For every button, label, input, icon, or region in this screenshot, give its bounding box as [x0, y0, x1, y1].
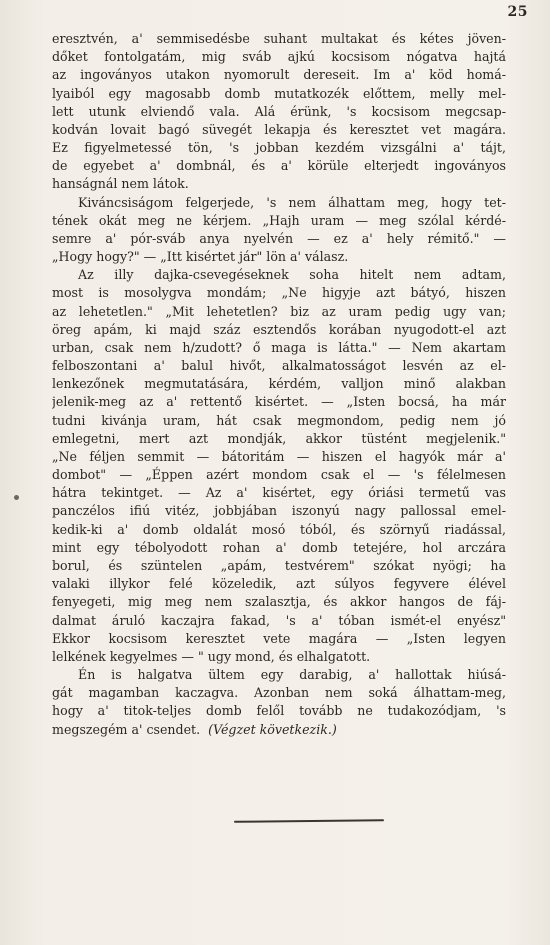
text-line: Ekkor kocsisom keresztet vete magára — „Isten legyen	[52, 630, 506, 646]
body-text	[52, 30, 506, 739]
text-line: lelkének kegyelmes — " ugy mond, és elhalgatott.	[52, 648, 371, 664]
text-line: megszegém a' csendet.	[52, 721, 201, 737]
text-line: panczélos ifiú vitéz, jobbjában iszonyú nagy pallossal emel-	[52, 503, 506, 519]
text-line: eresztvén, a' semmisedésbe suhant multakat és kétes jöven-	[52, 31, 506, 46]
decorative-underline	[234, 819, 384, 823]
text-line: lett utunk elviendő vala. Alá érünk, 's kocsisom megcsap-	[52, 103, 506, 119]
text-line: felboszontani a' balul hivőt, alkalmatosságot lesvén az el-	[52, 358, 506, 374]
text-line: mint egy tébolyodott rohan a' domb tetejére, hol arczára	[52, 539, 506, 555]
paragraph-start-line: Kiváncsiságom felgerjede, 's nem álhattam meg, hogy tet-	[78, 194, 506, 210]
text-line: dőket fontolgatám, mig sváb ajkú kocsisom nógatva hajtá	[52, 49, 506, 65]
text-line: hátra tekintget. — Az a' kisértet, egy óriási termetű vas	[52, 485, 506, 501]
text-line: semre a' pór-sváb anya nyelvén — ez a' hely rémitő." —	[52, 230, 506, 246]
text-line: most is mosolygva mondám; „Ne higyje azt bátyó, hiszen	[52, 285, 506, 301]
text-line: gát magamban kaczagva. Azonban nem soká álhattam-meg,	[52, 685, 506, 701]
text-line: „Hogy hogy?" — „Itt kisértet jár" lön a' válasz.	[52, 249, 349, 265]
text-line: dalmat áruló kaczajra fakad, 's a' tóban ismét-el enyész"	[52, 612, 506, 628]
continuation-note: (Végzet következik.)	[208, 721, 337, 737]
text-line: hogy a' titok-teljes domb felől tovább ne tudakozódjam, 's	[52, 703, 506, 719]
text-line: urban, csak nem h/zudott? ő maga is látta." — Nem akartam	[52, 339, 506, 355]
text-line: az ingoványos utakon nyomorult dereseit. Im a' köd homá-	[52, 67, 506, 83]
text-line: az lehetetlen." „Mit lehetetlen? biz az uram pedig ugy van;	[52, 303, 506, 319]
text-line: de egyebet a' dombnál, és a' körüle elterjedt ingoványos	[52, 158, 506, 174]
text-line: valaki illykor felé közeledik, azt súlyos fegyvere élével	[52, 576, 506, 592]
text-line: tének okát meg ne kérjem. „Hajh uram — meg szólal kérdé-	[52, 212, 506, 228]
text-line: kedik-ki a' domb oldalát mosó tóból, és szörnyű riadással,	[52, 521, 506, 537]
text-line: „Ne féljen semmit — bátoritám — hiszen el hagyók már a'	[52, 448, 506, 464]
text-line: dombot" — „Éppen azért mondom csak el — 's félelmesen	[52, 467, 506, 483]
text-line: hanságnál nem látok.	[52, 176, 189, 192]
text-line: fenyegeti, mig meg nem szalasztja, és akkor hangos de fáj-	[52, 594, 506, 610]
page-number: 25	[507, 4, 528, 20]
text-line: Ez figyelmetessé tön, 's jobban kezdém vizsgálni a' tájt,	[52, 140, 506, 156]
paragraph-start-line: Én is halgatva ültem egy darabig, a' hallottak hiúsá-	[78, 667, 506, 683]
margin-ink-dot	[14, 495, 19, 500]
last-line	[52, 721, 506, 739]
text-line: borul, és szüntelen „apám, testvérem" szókat nyögi; ha	[52, 557, 506, 573]
text-line: kodván lovait bagó süvegét lekapja és keresztet vet magára.	[52, 121, 506, 137]
text-line: lenkezőnek megmutatására, kérdém, valljon minő alakban	[52, 376, 506, 392]
text-line: emlegetni, mert azt mondják, akkor tüstént megjelenik."	[52, 430, 506, 446]
text-line: tudni kivánja uram, hát csak megmondom, pedig nem jó	[52, 412, 506, 428]
paragraph-start-line: Az illy dajka-csevegéseknek soha hitelt nem adtam,	[78, 267, 506, 283]
text-line: jelenik-meg az a' rettentő kisértet. — „Isten bocsá, ha már	[52, 394, 506, 410]
text-line: öreg apám, ki majd száz esztendős korában nyugodott-el azt	[52, 321, 506, 337]
text-line: lyaiból egy magosabb domb mutatkozék előttem, melly mel-	[52, 85, 506, 101]
